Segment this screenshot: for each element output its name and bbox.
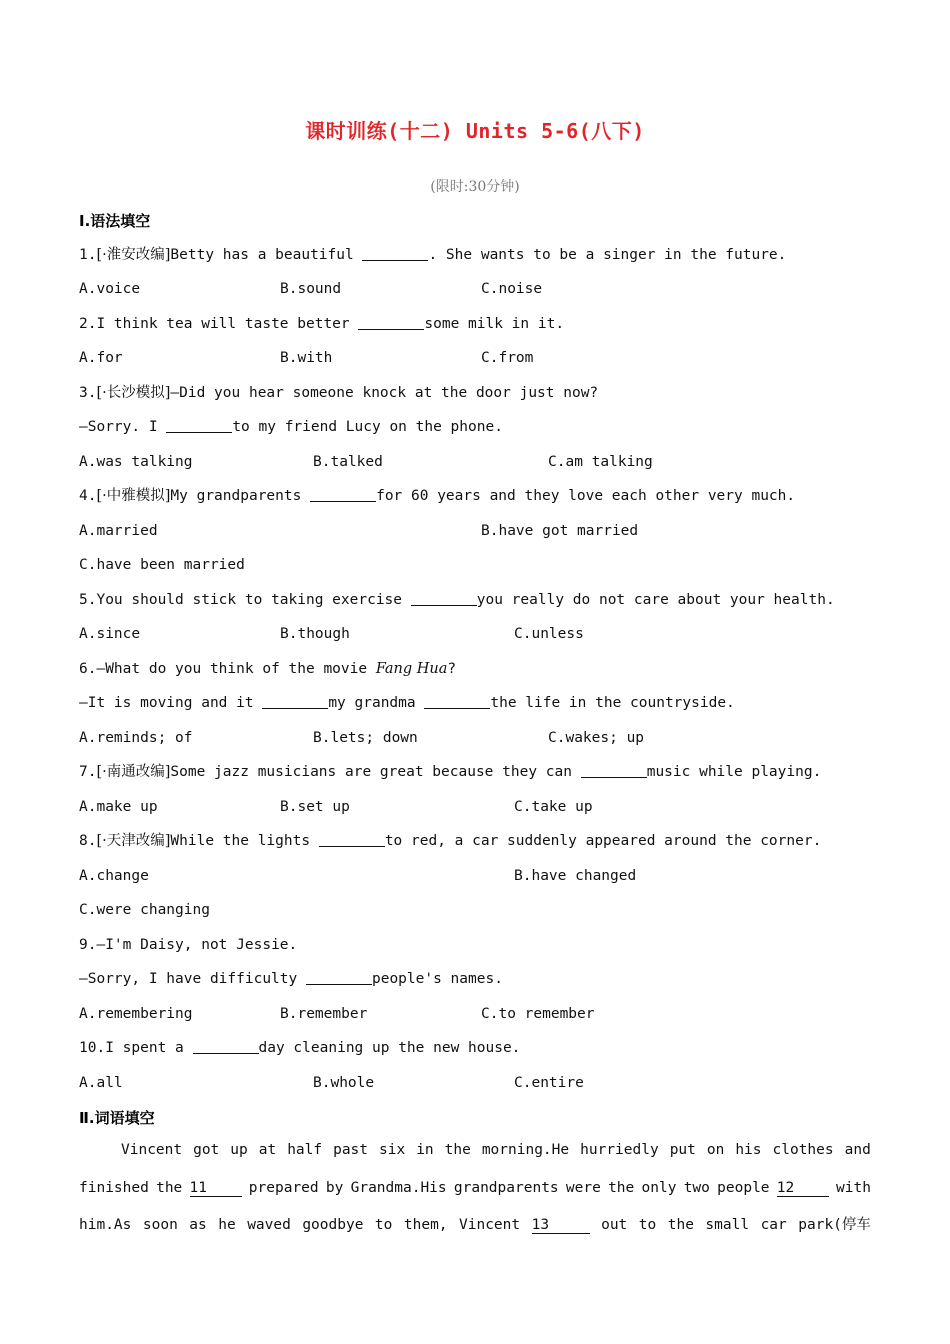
- word: two: [683, 1179, 710, 1196]
- question-number: 10.: [79, 1040, 106, 1056]
- answer-blank[interactable]: [362, 246, 428, 261]
- word: by: [325, 1179, 344, 1196]
- question-text: people's names.: [371, 971, 503, 987]
- option-a[interactable]: A.voice: [79, 281, 141, 297]
- question-6: [79, 659, 456, 679]
- option-b[interactable]: B.whole: [313, 1075, 375, 1091]
- section-heading-vocabulary: Ⅱ.词语填空: [79, 1109, 155, 1127]
- question-8: [79, 831, 821, 851]
- answer-blank[interactable]: [262, 694, 328, 709]
- option-a[interactable]: A.make up: [79, 799, 158, 815]
- option-c[interactable]: C.unless: [514, 626, 584, 642]
- question-text: —Did you hear someone knock at the door just now?: [170, 385, 599, 401]
- answer-blank[interactable]: [424, 694, 490, 709]
- option-b[interactable]: B.though: [280, 626, 350, 642]
- question-text: While the lights: [170, 833, 319, 849]
- question-text: some milk in it.: [424, 316, 565, 332]
- word: Vincent: [121, 1142, 183, 1158]
- word: the: [667, 1217, 694, 1233]
- option-a[interactable]: A.all: [79, 1075, 123, 1091]
- question-7: [79, 762, 821, 782]
- word: them,: [403, 1217, 448, 1233]
- word: people: [717, 1179, 770, 1196]
- word: were: [565, 1179, 601, 1196]
- word: past: [333, 1142, 369, 1158]
- word: the: [444, 1142, 471, 1158]
- question-text: . She wants to be a singer in the future.: [428, 247, 787, 263]
- option-a[interactable]: A.for: [79, 350, 123, 366]
- option-b[interactable]: B.sound: [280, 281, 342, 297]
- question-source: [·长沙模拟]: [96, 385, 171, 401]
- question-text: music while playing.: [646, 764, 822, 780]
- option-c[interactable]: C.have been married: [79, 557, 245, 573]
- question-number: 3.: [79, 385, 97, 401]
- word: him.As: [79, 1217, 132, 1233]
- word: up: [230, 1142, 248, 1158]
- question-text: You should stick to taking exercise: [96, 592, 411, 608]
- word: and: [844, 1142, 871, 1158]
- blank-number[interactable]: 11: [190, 1180, 242, 1197]
- option-a[interactable]: A.change: [79, 868, 149, 884]
- question-number: 8.: [79, 833, 97, 849]
- option-c[interactable]: C.take up: [514, 799, 593, 815]
- time-limit: (限时:30分钟): [430, 179, 520, 195]
- option-c[interactable]: C.were changing: [79, 902, 210, 918]
- passage-line-1: [79, 1132, 871, 1170]
- question-text: my grandma: [328, 695, 425, 711]
- question-text: —Sorry, I have difficulty: [79, 971, 306, 987]
- word: on: [706, 1142, 725, 1158]
- question-text: —What do you think of the movie: [96, 661, 376, 677]
- question-9: [79, 935, 297, 955]
- question-5: [79, 590, 835, 610]
- blank-number[interactable]: 12: [777, 1180, 829, 1197]
- question-text: day cleaning up the new house.: [258, 1040, 521, 1056]
- word: put: [669, 1142, 696, 1158]
- question-text: My grandparents: [170, 488, 311, 504]
- answer-blank[interactable]: [358, 315, 424, 330]
- question-text: —It is moving and it: [79, 695, 263, 711]
- word: to: [374, 1217, 393, 1233]
- word: the: [156, 1179, 183, 1196]
- option-c[interactable]: C.noise: [481, 281, 543, 297]
- answer-blank[interactable]: [581, 763, 647, 778]
- word: only: [641, 1179, 677, 1196]
- option-c[interactable]: C.am talking: [548, 454, 653, 470]
- option-c[interactable]: C.from: [481, 350, 534, 366]
- word: to: [638, 1217, 657, 1233]
- word: hurriedly: [580, 1142, 659, 1158]
- word: finished: [79, 1179, 149, 1196]
- word: soon: [142, 1217, 178, 1233]
- word: the: [608, 1179, 635, 1196]
- word: at: [258, 1142, 277, 1158]
- option-c[interactable]: C.to remember: [481, 1006, 595, 1022]
- question-3-reply: [79, 417, 503, 437]
- option-a[interactable]: A.reminds; of: [79, 730, 193, 746]
- option-a[interactable]: A.since: [79, 626, 141, 642]
- question-text: for 60 years and they love each other very much.: [376, 488, 796, 504]
- word: car: [760, 1217, 787, 1233]
- answer-blank[interactable]: [193, 1039, 259, 1054]
- question-text: the life in the countryside.: [490, 695, 735, 711]
- word: clothes: [772, 1142, 834, 1158]
- word: half: [287, 1142, 323, 1158]
- section-heading-grammar: Ⅰ.语法填空: [79, 212, 151, 230]
- question-10: [79, 1038, 520, 1058]
- question-number: 4.: [79, 488, 97, 504]
- option-a[interactable]: A.remembering: [79, 1006, 193, 1022]
- word: got: [193, 1142, 220, 1158]
- blank-number[interactable]: 13: [532, 1217, 590, 1234]
- question-text: to my friend Lucy on the phone.: [232, 419, 503, 435]
- word: with: [836, 1179, 871, 1196]
- question-source: [·天津改编]: [96, 833, 171, 849]
- question-1: [79, 245, 786, 265]
- option-b[interactable]: B.lets; down: [313, 730, 418, 746]
- word: small: [705, 1217, 750, 1233]
- question-number: 2.: [79, 316, 97, 332]
- word: out: [601, 1217, 628, 1233]
- word: park(停车: [798, 1217, 871, 1233]
- word: grandparents: [453, 1179, 559, 1196]
- question-3: [79, 383, 598, 403]
- word: in: [416, 1142, 434, 1158]
- answer-blank[interactable]: [166, 418, 232, 433]
- option-c[interactable]: C.wakes; up: [548, 730, 645, 746]
- question-text: —I'm Daisy, not Jessie.: [96, 937, 298, 953]
- answer-blank[interactable]: [411, 591, 477, 606]
- question-source: [·南通改编]: [96, 764, 171, 780]
- passage-line-2: [79, 1170, 871, 1208]
- question-number: 5.: [79, 592, 97, 608]
- question-text: I think tea will taste better: [96, 316, 359, 332]
- answer-blank[interactable]: [319, 832, 385, 847]
- option-b[interactable]: B.have got married: [481, 523, 639, 539]
- word: six: [379, 1142, 406, 1158]
- option-b[interactable]: B.talked: [313, 454, 383, 470]
- passage-line-3: [79, 1207, 871, 1245]
- option-b[interactable]: B.have changed: [514, 868, 637, 884]
- question-text: ?: [447, 661, 457, 677]
- option-b[interactable]: B.remember: [280, 1006, 368, 1022]
- option-a[interactable]: A.was talking: [79, 454, 193, 470]
- word: Vincent: [459, 1217, 521, 1233]
- word: prepared: [248, 1179, 319, 1196]
- option-c[interactable]: C.entire: [514, 1075, 584, 1091]
- question-text: Some jazz musicians are great because they can: [170, 764, 581, 780]
- question-source: [·淮安改编]: [96, 247, 171, 263]
- question-text: you really do not care about your health.: [476, 592, 835, 608]
- question-number: 9.: [79, 937, 97, 953]
- word: his: [735, 1142, 762, 1158]
- word: he: [218, 1217, 236, 1233]
- question-source: [·中雅模拟]: [96, 488, 171, 504]
- question-9-reply: [79, 969, 503, 989]
- word: Grandma.His: [350, 1179, 447, 1196]
- word: morning.He: [481, 1142, 570, 1158]
- question-6-reply: [79, 693, 735, 713]
- option-a[interactable]: A.married: [79, 523, 158, 539]
- question-4: [79, 486, 795, 506]
- question-text: I spent a: [105, 1040, 193, 1056]
- cloze-passage: [79, 1132, 871, 1245]
- option-b[interactable]: B.set up: [280, 799, 350, 815]
- movie-title: Fang Hua: [375, 661, 448, 677]
- answer-blank[interactable]: [306, 970, 372, 985]
- question-number: 1.: [79, 247, 97, 263]
- word: waved: [247, 1217, 291, 1233]
- page-title: 课时训练(十二) Units 5-6(八下): [305, 119, 645, 143]
- question-text: Betty has a beautiful: [170, 247, 363, 263]
- question-number: 6.: [79, 661, 97, 677]
- question-2: [79, 314, 564, 334]
- answer-blank[interactable]: [310, 487, 376, 502]
- option-b[interactable]: B.with: [280, 350, 333, 366]
- word: goodbye: [302, 1217, 364, 1233]
- question-number: 7.: [79, 764, 97, 780]
- word: as: [189, 1217, 207, 1233]
- question-text: to red, a car suddenly appeared around the corner.: [384, 833, 822, 849]
- question-text: —Sorry. I: [79, 419, 167, 435]
